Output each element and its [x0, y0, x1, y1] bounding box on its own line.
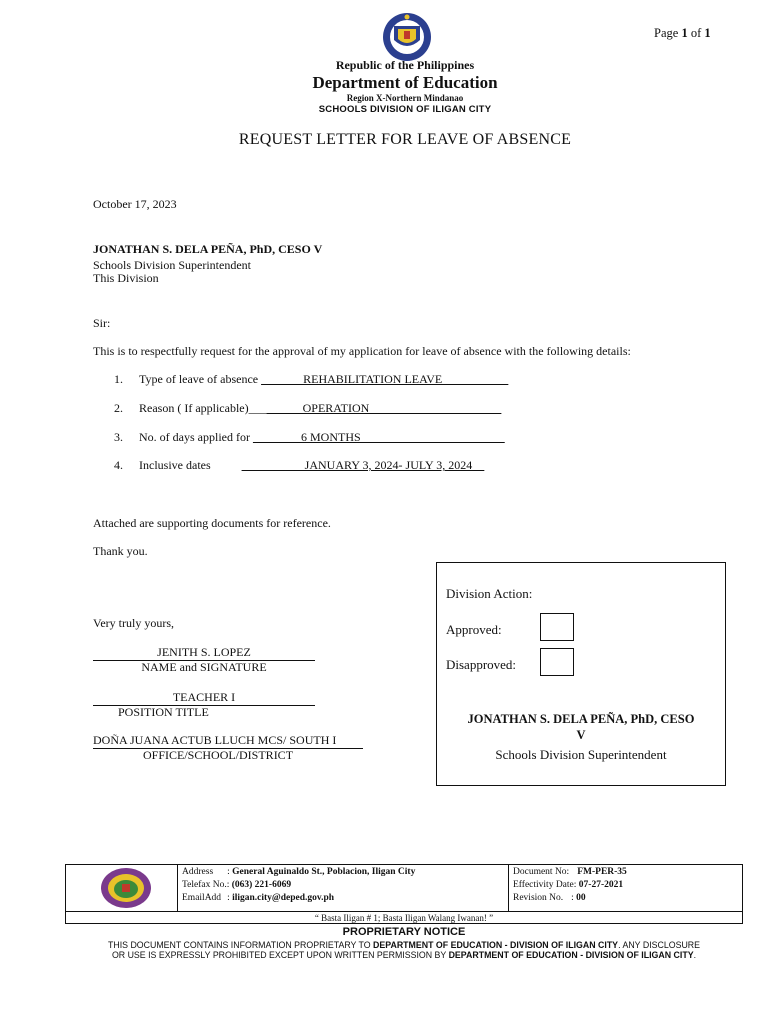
thanks-line: Thank you.: [93, 544, 148, 558]
page-number-prefix: Page: [654, 26, 682, 40]
notice-entity: DEPARTMENT OF EDUCATION - DIVISION OF ILIGAN CITY: [448, 950, 694, 960]
item-number: 1.: [114, 372, 123, 386]
notice-entity: DEPARTMENT OF EDUCATION - DIVISION OF ILIGAN CITY: [373, 940, 619, 950]
notice-title: PROPRIETARY NOTICE: [342, 926, 466, 938]
footer-contact-cell: [177, 865, 509, 911]
sender-name: JENITH S. LOPEZ: [157, 645, 251, 659]
revision-label: Revision No.: [513, 893, 564, 903]
signatory-name-cont: V: [576, 728, 586, 742]
detail-item-type: [114, 372, 508, 387]
footer-info-table: [65, 864, 743, 924]
item-number: 4.: [114, 458, 123, 472]
telefax-value: (063) 221-6069: [231, 880, 292, 890]
addressee-name: JONATHAN S. DELA PEÑA, PhD, CESO V: [93, 242, 323, 256]
effectivity-value: 07-27-2021: [578, 880, 624, 890]
email-value: iligan.city@deped.gov.ph: [232, 893, 335, 903]
notice-line-2: [60, 950, 748, 960]
notice-line-1: [60, 940, 748, 950]
email-label: EmailAdd: [182, 893, 222, 903]
addressee-office: This Division: [93, 271, 159, 285]
intro-paragraph: This is to respectfully request for the approval of my application for leave of absence with the following details:: [93, 344, 631, 358]
sender-office: DOÑA JUANA ACTUB LLUCH MCS/ SOUTH I: [93, 733, 337, 747]
item-label: Inclusive dates: [139, 458, 211, 472]
detail-item-dates: [114, 458, 484, 473]
disapproved-checkbox[interactable]: [540, 648, 574, 676]
sender-position-line: [93, 690, 315, 706]
address-value: General Aguinaldo St., Poblacion, Iligan City: [232, 867, 416, 877]
footer-logo-cell: [66, 865, 178, 911]
division-line: SCHOOLS DIVISION OF ILIGAN CITY: [318, 104, 492, 115]
sender-name-line: [93, 645, 315, 661]
division-action-box: [436, 562, 726, 786]
letter-date: October 17, 2023: [93, 197, 177, 211]
doc-no-label: Document No:: [513, 867, 570, 877]
sender-position: TEACHER I: [172, 690, 236, 704]
item-label: Reason ( If applicable)___: [139, 401, 267, 415]
address-row: Address : General Aguinaldo St., Poblacion, Iligan City: [182, 867, 416, 877]
department-name: Department of Education: [312, 73, 498, 92]
sender-office-line: [93, 733, 363, 749]
notice-text: THIS DOCUMENT CONTAINS INFORMATION PROPRIETARY TO: [107, 940, 374, 950]
email-row: EmailAdd : iligan.city@deped.gov.ph: [182, 893, 335, 903]
page-number-total: 1: [704, 26, 711, 40]
disapproved-label: Disapproved:: [446, 657, 517, 672]
item-label: No. of days applied for: [139, 430, 250, 444]
effectivity-row: [513, 880, 623, 890]
republic-line: Republic of the Philippines: [335, 58, 475, 72]
attached-note: Attached are supporting documents for reference.: [93, 516, 331, 530]
item-number: 3.: [114, 430, 123, 444]
item-value: _______ ___JANUARY 3, 2024- JULY 3, 2024__: [241, 458, 485, 472]
detail-item-days: [114, 430, 505, 445]
telefax-row: [182, 880, 291, 890]
doc-no-row: [513, 867, 627, 877]
division-iligan-logo: [100, 867, 152, 909]
document-title: REQUEST LETTER FOR LEAVE OF ABSENCE: [238, 131, 572, 148]
signatory-position: Schools Division Superintendent: [495, 747, 667, 762]
addressee-position: Schools Division Superintendent: [93, 258, 251, 272]
page-number-current: 1: [681, 26, 688, 40]
footer-document-cell: [508, 865, 742, 911]
item-label: Type of leave of absence: [139, 372, 259, 386]
item-value: ______OPERATION______________________: [266, 401, 502, 415]
page-number-of: of: [687, 26, 705, 40]
notice-text: OR USE IS EXPRESSLY PROHIBITED EXCEPT UPON WRITTEN PERMISSION BY: [111, 950, 449, 960]
sender-position-caption: POSITION TITLE: [118, 705, 209, 719]
telefax-label: Telefax No.:: [182, 880, 230, 890]
effectivity-label: Effectivity Date:: [513, 880, 577, 890]
salutation: Sir:: [93, 316, 111, 330]
item-number: 2.: [114, 401, 123, 415]
sender-name-caption: NAME and SIGNATURE: [141, 660, 267, 674]
page-number: [654, 26, 711, 41]
item-value: _______REHABILITATION LEAVE___________: [261, 372, 509, 386]
item-value: ________6 MONTHS________________________: [252, 430, 505, 444]
revision-row: Revision No. : 00: [513, 893, 586, 903]
closing-line: Very truly yours,: [93, 616, 174, 630]
address-label: Address: [182, 867, 214, 877]
signatory-name: JONATHAN S. DELA PEÑA, PhD, CESO: [467, 712, 695, 726]
doc-no-value: FM-PER-35: [577, 867, 627, 877]
detail-item-reason: [114, 401, 501, 416]
footer-motto: “ Basta Iligan # 1; Basta Iligan Walang Iwanan! ”: [66, 911, 742, 924]
notice-text: . ANY DISCLOSURE: [618, 940, 701, 950]
approved-checkbox[interactable]: [540, 613, 574, 641]
region-line: Region X-Northern Mindanao: [346, 93, 464, 103]
revision-value: 00: [576, 893, 586, 903]
division-action-heading: Division Action:: [446, 586, 533, 601]
deped-seal-logo: [380, 12, 434, 62]
notice-text: .: [693, 950, 697, 960]
sender-office-caption: OFFICE/SCHOOL/DISTRICT: [143, 748, 294, 762]
approved-label: Approved:: [446, 622, 502, 637]
